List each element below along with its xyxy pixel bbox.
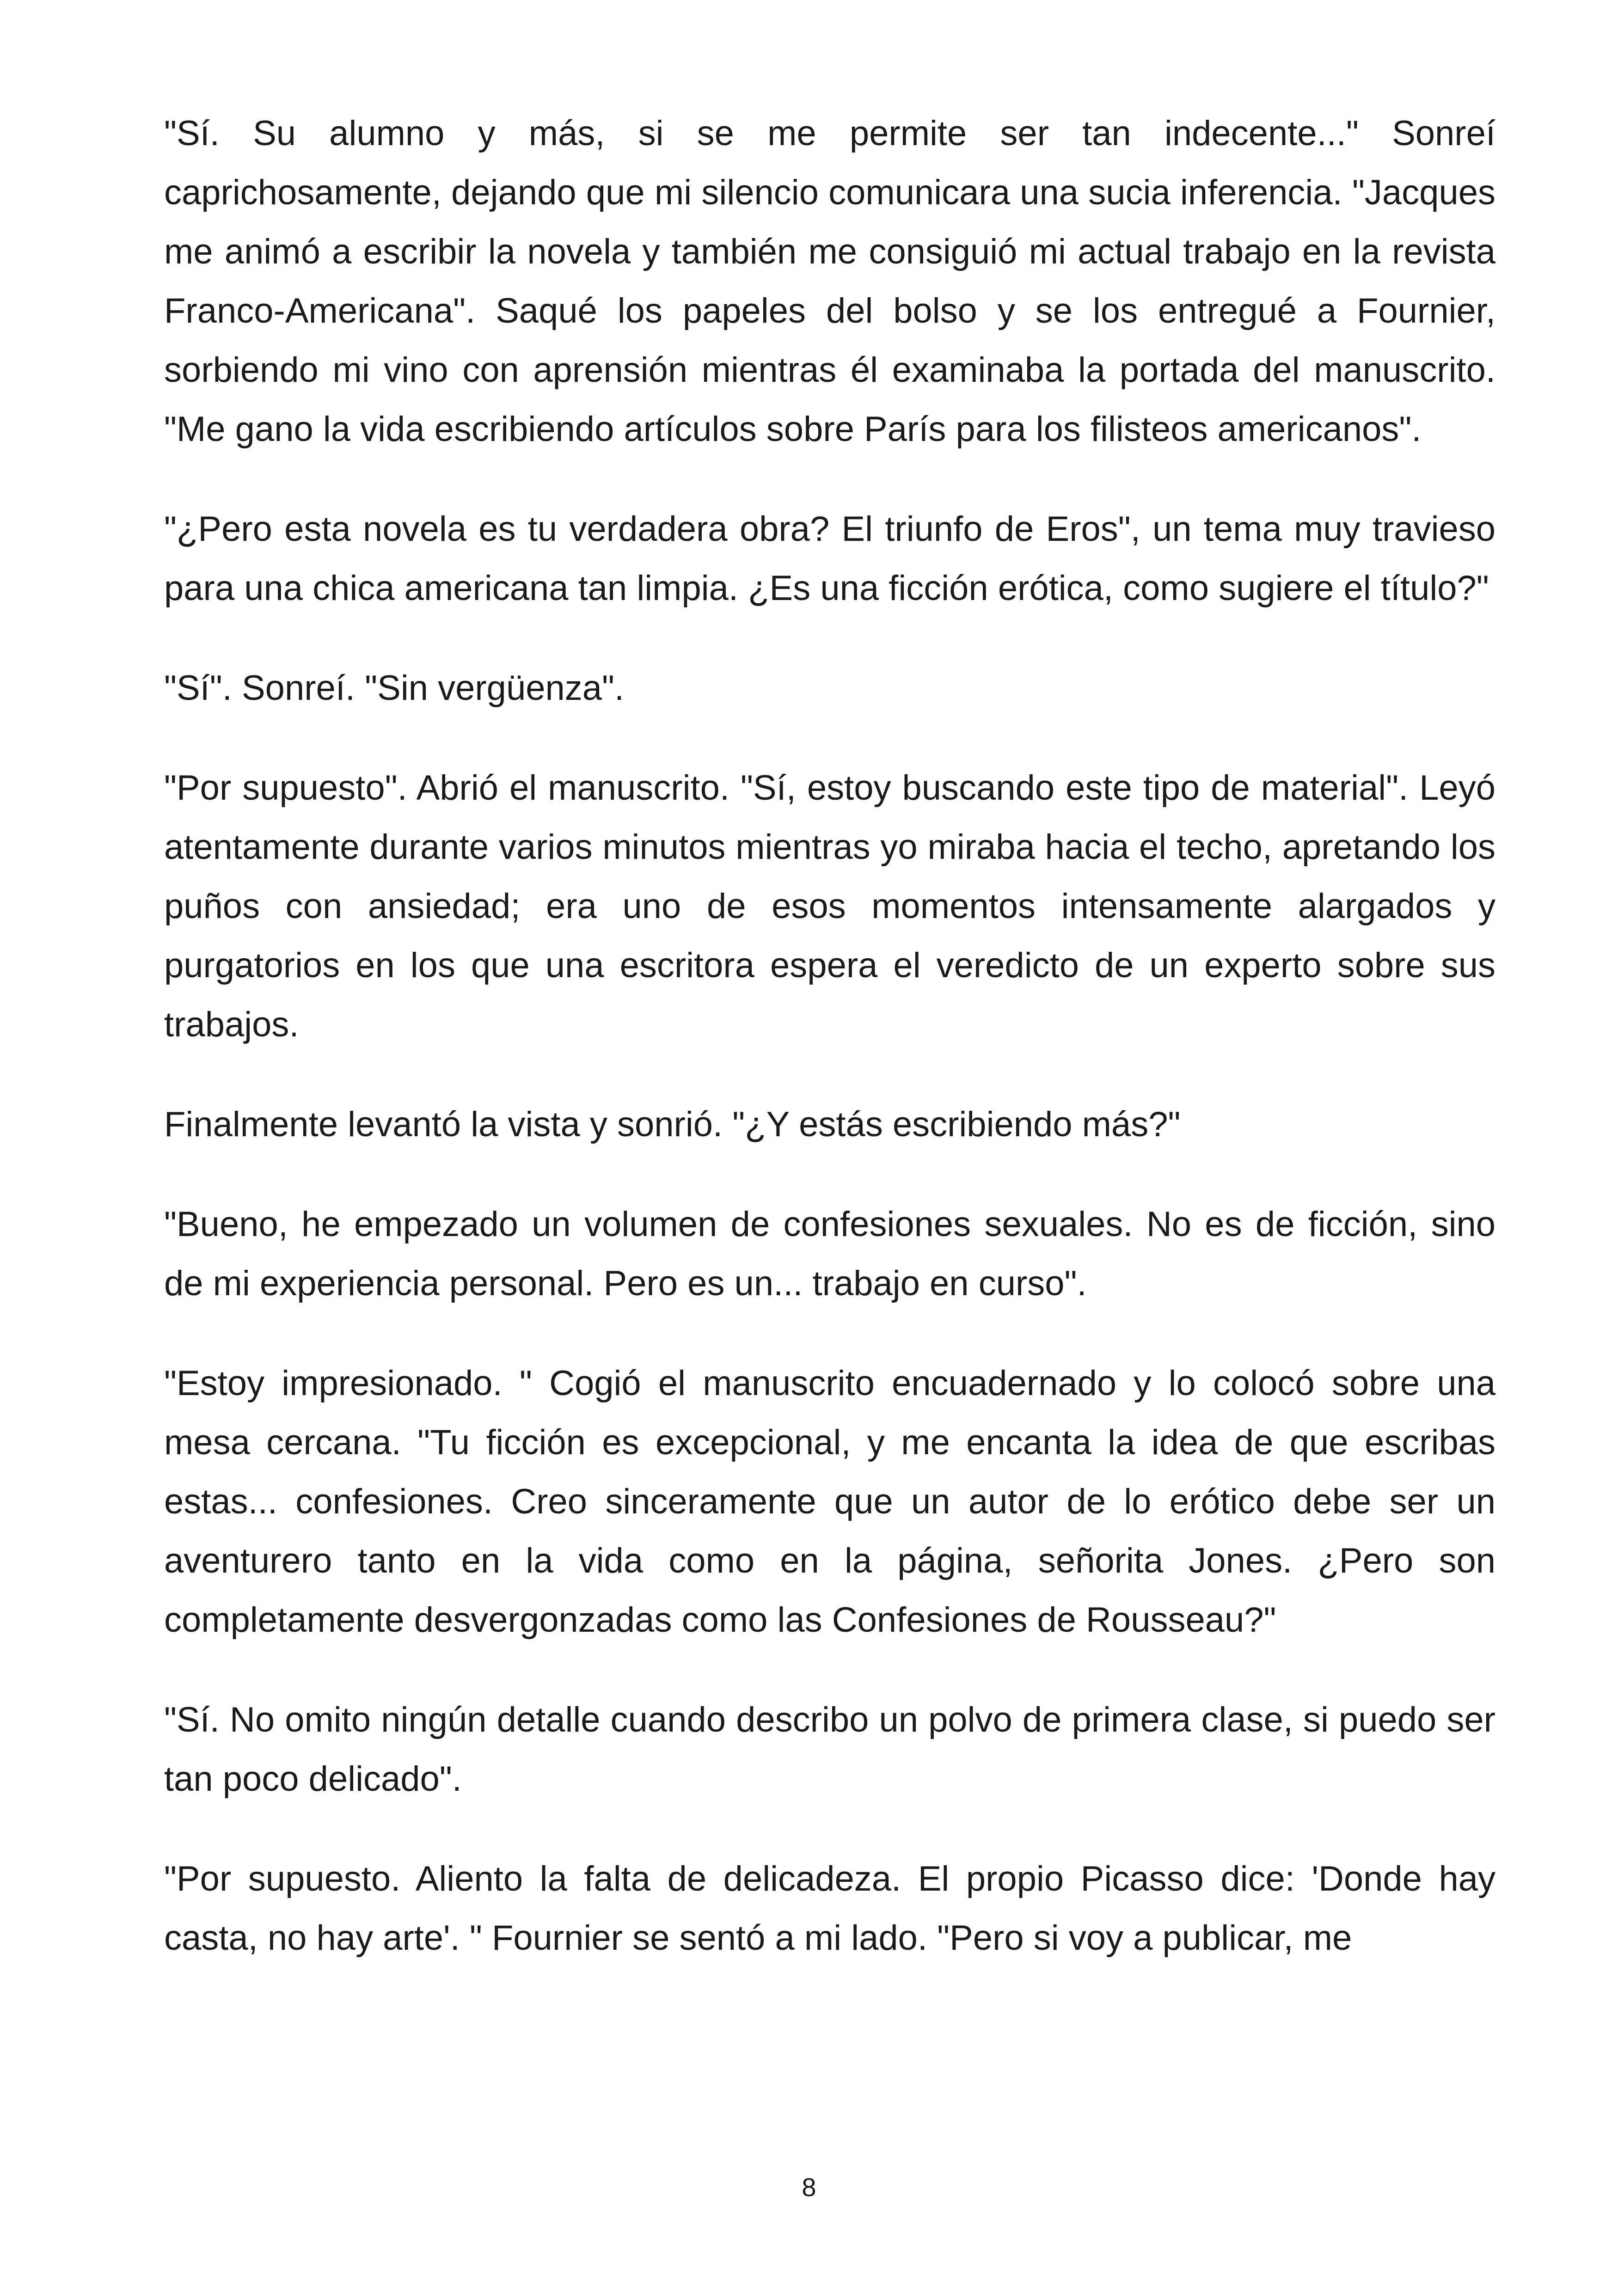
paragraph: Finalmente levantó la vista y sonrió. "¿Y estás escribiendo más?" [164, 1105, 1181, 1144]
paragraph: "Por supuesto. Aliento la falta de delicadeza. El propio Picasso dice: 'Donde hay casta, no hay arte'. " Fournier se sentó a mi lado. "Pero si voy a publicar, me [164, 1859, 1495, 1958]
paragraph: "Estoy impresionado. " Cogió el manuscrito encuadernado y lo colocó sobre una mesa cercana. "Tu ficción es excepcional, y me encanta la idea de que escribas estas... confesiones. Creo sinceramente que un autor de lo erótico debe ser un aventurero tanto en la vida como en la página, señorita Jones. ¿Pero son completamente desvergonzadas como las Confesiones de Rousseau?" [164, 1364, 1495, 1640]
paragraph: "¿Pero esta novela es tu verdadera obra? El triunfo de Eros", un tema muy travieso para una chica americana tan limpia. ¿Es una ficción erótica, como sugiere el título?" [164, 509, 1495, 608]
page-number: 8 [802, 2173, 816, 2202]
paragraph: "Por supuesto". Abrió el manuscrito. "Sí, estoy buscando este tipo de material". Leyó atentamente durante varios minutos mientras yo miraba hacia el techo, apretando los puños con ansiedad; era uno de esos momentos intensamente alargados y purgatorios en los que una escritora espera el veredicto de un experto sobre sus trabajos. [164, 768, 1495, 1044]
paragraph: "Sí. No omito ningún detalle cuando describo un polvo de primera clase, si puedo ser tan poco delicado". [164, 1700, 1495, 1799]
paragraph: "Bueno, he empezado un volumen de confesiones sexuales. No es de ficción, sino de mi experiencia personal. Pero es un... trabajo en curso". [164, 1205, 1495, 1303]
body-text [164, 104, 1495, 2161]
paragraph: "Sí". Sonreí. "Sin vergüenza". [164, 668, 625, 708]
paragraph: "Sí. Su alumno y más, si se me permite ser tan indecente..." Sonreí caprichosamente, dejando que mi silencio comunicara una sucia inferencia. "Jacques me animó a escribir la novela y también me consiguió mi actual trabajo en la revista Franco-Americana". Saqué los papeles del bolso y se los entregué a Fournier, sorbiendo mi vino con aprensión mientras él examinaba la portada del manuscrito. "Me gano la vida escribiendo artículos sobre París para los filisteos americanos". [164, 114, 1495, 449]
